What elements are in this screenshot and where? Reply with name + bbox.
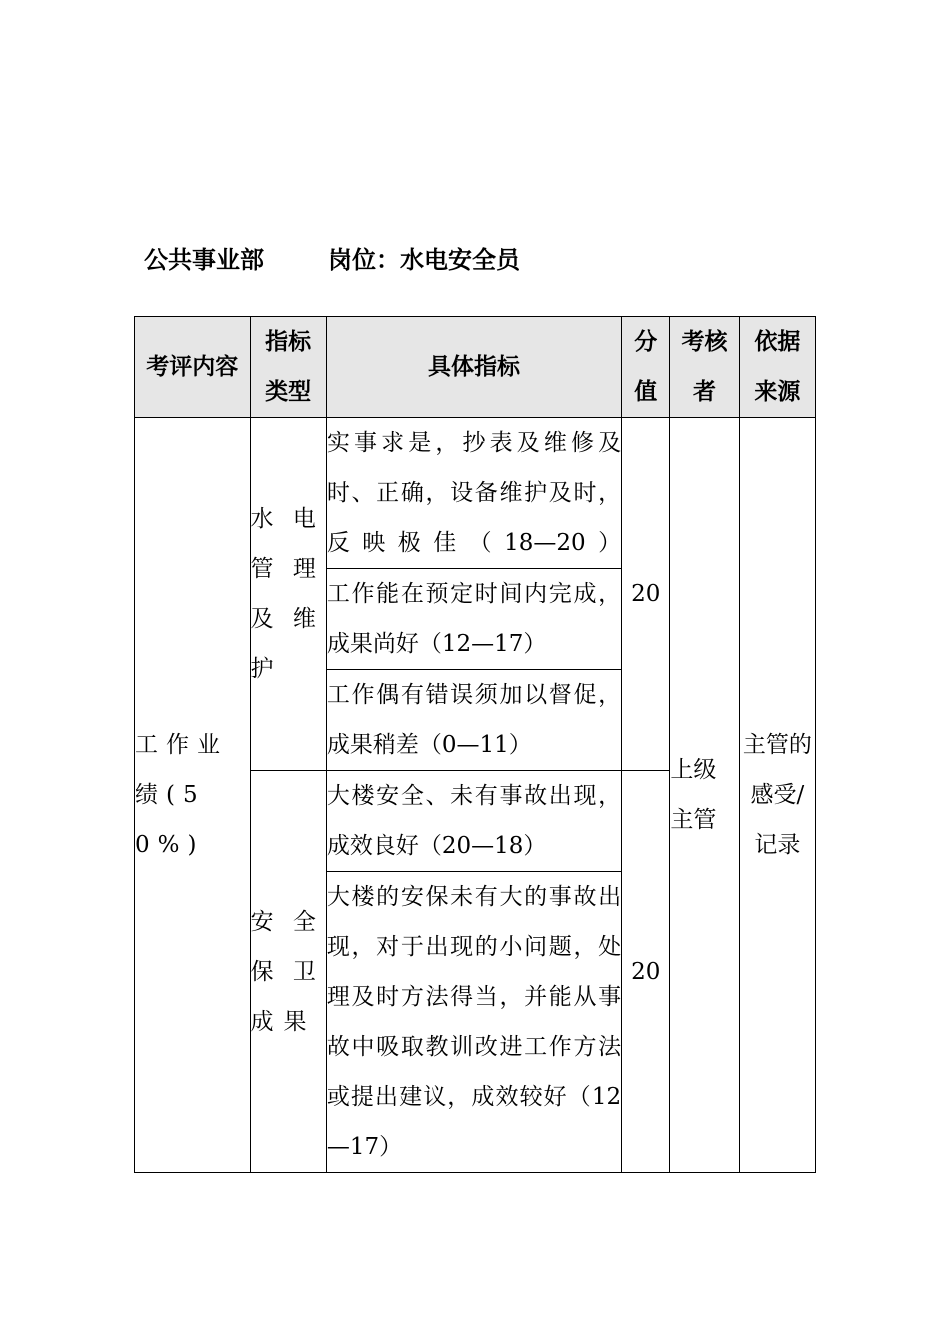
column-header-basis: 依据来源: [739, 317, 815, 418]
indicator-cell: 大楼的安保未有大的事故出现，对于出现的小问题，处理及时方法得当，并能从事故中吸取教训改进工作方法或提出建议，成效较好（12—17）: [326, 872, 621, 1173]
column-header-content: 考评内容: [135, 317, 251, 418]
column-header-assessor: 考核者: [670, 317, 739, 418]
column-header-type: 指标类型: [250, 317, 326, 418]
indicator-cell: 实事求是，抄表及维修及时、正确，设备维护及时，反映极佳（18—20）: [326, 418, 621, 569]
indicator-type-cell: 安全保卫成果: [250, 771, 326, 1173]
document-header: [144, 238, 520, 282]
basis-cell: 主管的感受/记录: [739, 418, 815, 1173]
position-title: 岗位：水电安全员: [328, 246, 520, 274]
score-cell: 20: [622, 771, 670, 1173]
column-header-score: 分值: [622, 317, 670, 418]
column-header-indicator: 具体指标: [326, 317, 621, 418]
indicator-type-cell: 水电管理及维护: [250, 418, 326, 771]
indicator-cell: 工作偶有错误须加以督促，成果稍差（0—11）: [326, 670, 621, 771]
indicator-cell: 工作能在预定时间内完成，成果尚好（12—17）: [326, 569, 621, 670]
evaluation-content-cell: 工作业绩(50%): [135, 418, 251, 1173]
department-name: 公共事业部: [144, 246, 264, 274]
table-header-row: [135, 317, 816, 418]
indicator-cell: 大楼安全、未有事故出现，成效良好（20—18）: [326, 771, 621, 872]
evaluation-table: [134, 316, 816, 1173]
table-row: [135, 418, 816, 569]
score-cell: 20: [622, 418, 670, 771]
assessor-cell: 上级主管: [670, 418, 739, 1173]
